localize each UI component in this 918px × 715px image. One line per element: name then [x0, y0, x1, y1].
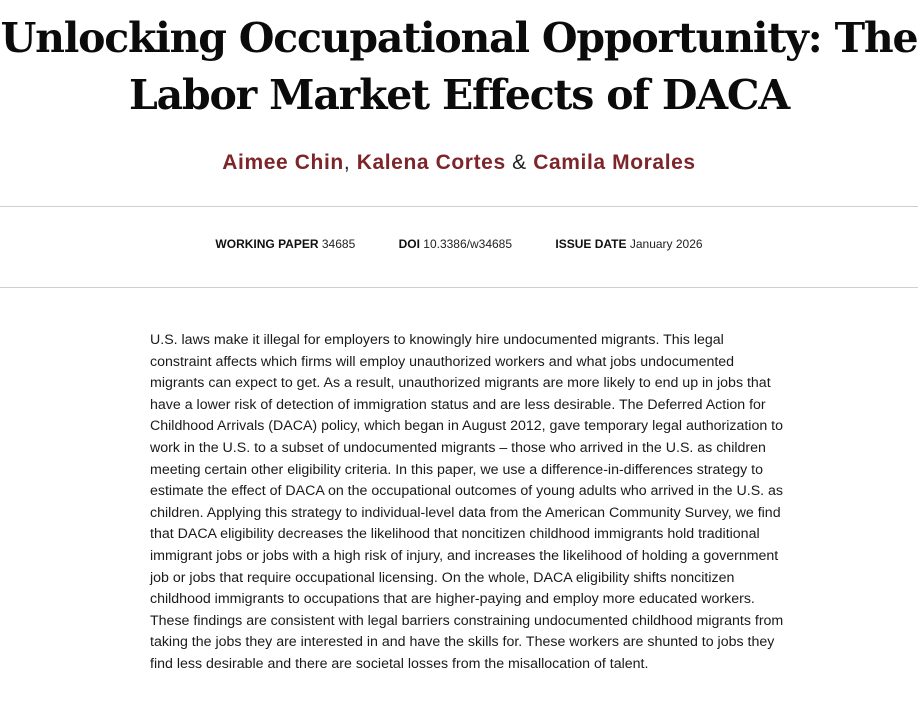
working-paper-number: 34685	[321, 237, 356, 251]
working-paper-label: WORKING PAPER	[215, 237, 319, 251]
author-separator: &	[512, 151, 527, 174]
abstract-text: U.S. laws make it illegal for employers to knowingly hire undocumented migrants. This legal constraint affects which firms will employ unauthorized workers and what jobs undocumented migrants can expect to get. As a result, unauthorized migrants are more likely to end up in jobs that have a lower risk of detection of immigration status and are less desirable. The Deferred Action for Childhood Arrivals (DACA) policy, which began in August 2012, gave temporary legal authorization to work in the U.S. to a subset of undocumented migrants – those who arrived in the U.S. as children meeting certain other eligibility criteria. In this paper, we use a difference-in-differences strategy to estimate the effect of DACA on the occupational outcomes of young adults who arrived in the U.S. as children. Applying this strategy to individual-level data from the American Community Survey, we find that DACA eligibility decreases the likelihood that noncitizen childhood immigrants hold traditional immigrant jobs or jobs with a high risk of injury, and increases the likelihood of holding a government job or jobs that require occupational licensing. On the whole, DACA eligibility shifts noncitizen childhood immigrants to occupations that are higher-paying and employ more educated workers. These findings are consistent with legal barriers constraining undocumented childhood migrants from taking the jobs they are interested in and have the skills for. These workers are shunted to jobs they find less desirable and there are societal losses from the misallocation of talent.	[150, 332, 784, 672]
author-link[interactable]: Aimee Chin	[222, 151, 344, 174]
author-list	[0, 149, 918, 177]
issue-date-label: ISSUE DATE	[555, 237, 627, 251]
author-separator: ,	[343, 151, 351, 174]
issue-date-value: January 2026	[629, 237, 703, 251]
doi-value[interactable]: 10.3386/w34685	[423, 237, 513, 251]
paper-title: Unlocking Occupational Opportunity: The Labor Market Effects of DACA	[0, 14, 918, 119]
doi-label: DOI	[398, 237, 420, 251]
author-link[interactable]: Camila Morales	[533, 151, 696, 174]
paper-metadata	[0, 236, 918, 252]
author-link[interactable]: Kalena Cortes	[356, 151, 506, 174]
divider-bottom	[0, 287, 918, 288]
divider-top	[0, 206, 918, 207]
working-paper-meta	[215, 236, 355, 252]
doi-meta	[399, 236, 512, 252]
issue-date-meta	[555, 236, 702, 252]
